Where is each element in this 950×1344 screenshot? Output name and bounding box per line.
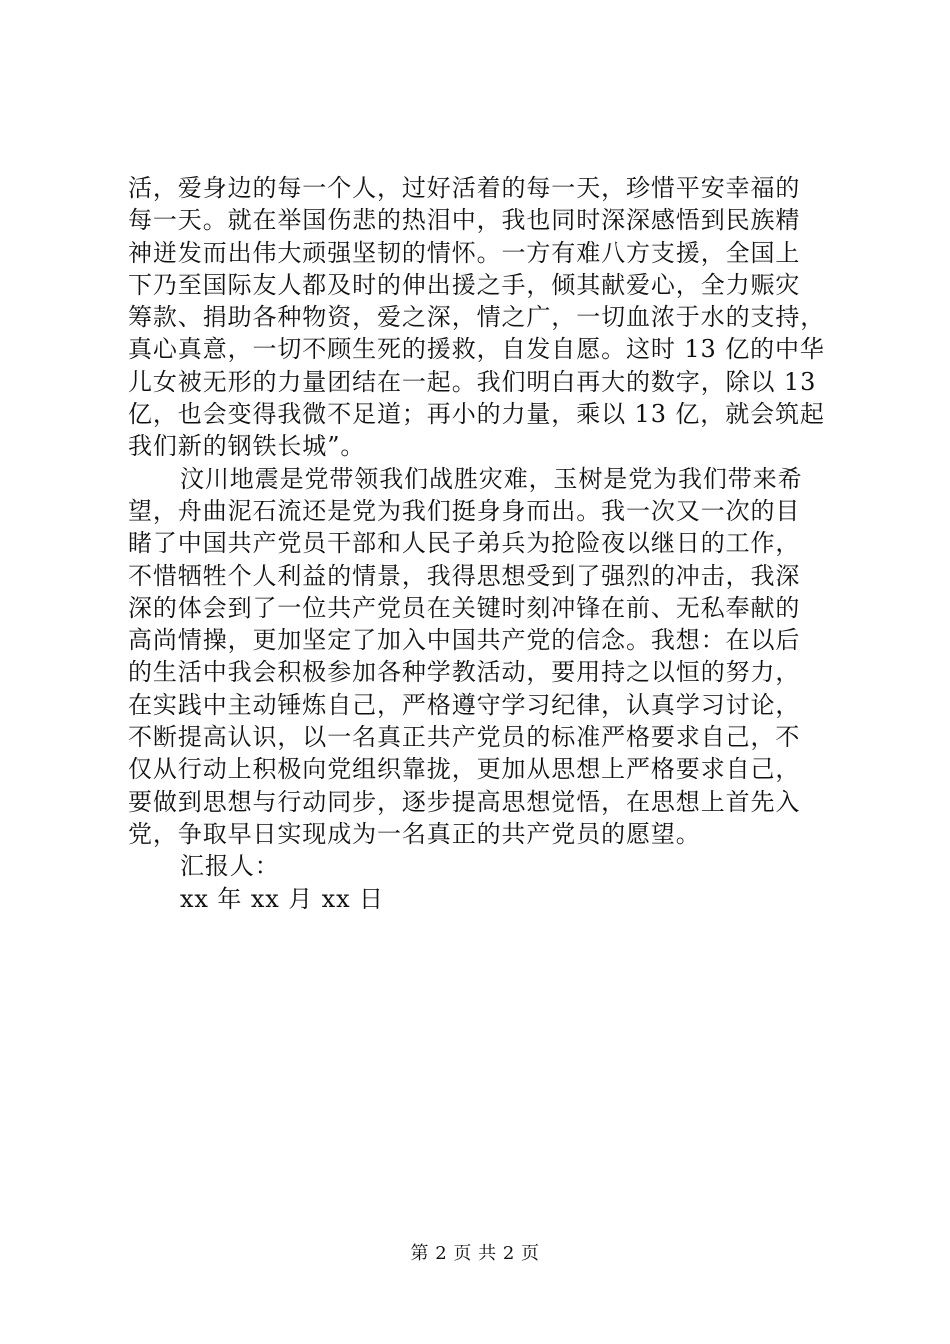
paragraph-line: 亿，也会变得我微不足道；再小的力量，乘以 13 亿，就会筑起	[128, 400, 825, 429]
document-body	[128, 172, 828, 915]
reporter-label: 汇报人：	[180, 852, 280, 881]
paragraph-line: 汶川地震是党带领我们战胜灾难，玉树是党为我们带来希	[180, 464, 803, 493]
paragraph-line: 高尚情操，更加坚定了加入中国共产党的信念。我想：在以后	[128, 626, 801, 655]
paragraph-line: 睹了中国共产党员干部和人民子弟兵为抢险夜以继日的工作，	[128, 529, 801, 558]
paragraph-line: 党，争取早日实现成为一名真正的共产党员的愿望。	[128, 819, 701, 848]
paragraph-line: 神迸发而出伟大顽强坚韧的情怀。一方有难八方支援，全国上	[128, 238, 801, 267]
paragraph-line: 儿女被无形的力量团结在一起。我们明白再大的数字，除以 13	[128, 367, 817, 396]
paragraph-line: 活，爱身边的每一个人，过好活着的每一天，珍惜平安幸福的	[128, 174, 801, 202]
paragraph-line: 仅从行动上积极向党组织靠拢，更加从思想上严格要求自己，	[128, 755, 801, 784]
page-number-footer: 第 2 页 共 2 页	[410, 1243, 540, 1264]
paragraph-line: 要做到思想与行动同步，逐步提高思想觉悟，在思想上首先入	[128, 787, 801, 816]
paragraph-line: 筹款、捐助各种物资，爱之深，情之广，一切血浓于水的支持，	[128, 303, 826, 332]
paragraph-line: 真心真意，一切不顾生死的援救，自发自愿。这时 13 亿的中华	[128, 335, 825, 364]
paragraph-line: 深的体会到了一位共产党员在关键时刻冲锋在前、无私奉献的	[128, 593, 801, 622]
paragraph-line: 不断提高认识，以一名真正共产党员的标准严格要求自己，不	[128, 723, 801, 752]
paragraph-line: 在实践中主动锤炼自己，严格遵守学习纪律，认真学习讨论，	[128, 690, 801, 719]
paragraph-line: 下乃至国际友人都及时的伸出援之手，倾其献爱心，全力赈灾	[128, 270, 801, 299]
paragraph-line: 我们新的钢铁长城”。	[128, 432, 366, 461]
paragraph-1	[128, 172, 828, 463]
paragraph-line: 望，舟曲泥石流还是党为我们挺身身而出。我一次又一次的目	[128, 496, 801, 525]
paragraph-2	[128, 463, 828, 851]
paragraph-line: 的生活中我会积极参加各种学教活动，要用持之以恒的努力，	[128, 658, 801, 687]
paragraph-line: 每一天。就在举国伤悲的热泪中，我也同时深深感悟到民族精	[128, 206, 801, 235]
report-date: xx 年 xx 月 xx 日	[180, 884, 384, 913]
paragraph-line: 不惜牺牲个人利益的情景，我得思想受到了强烈的冲击，我深	[128, 561, 801, 590]
